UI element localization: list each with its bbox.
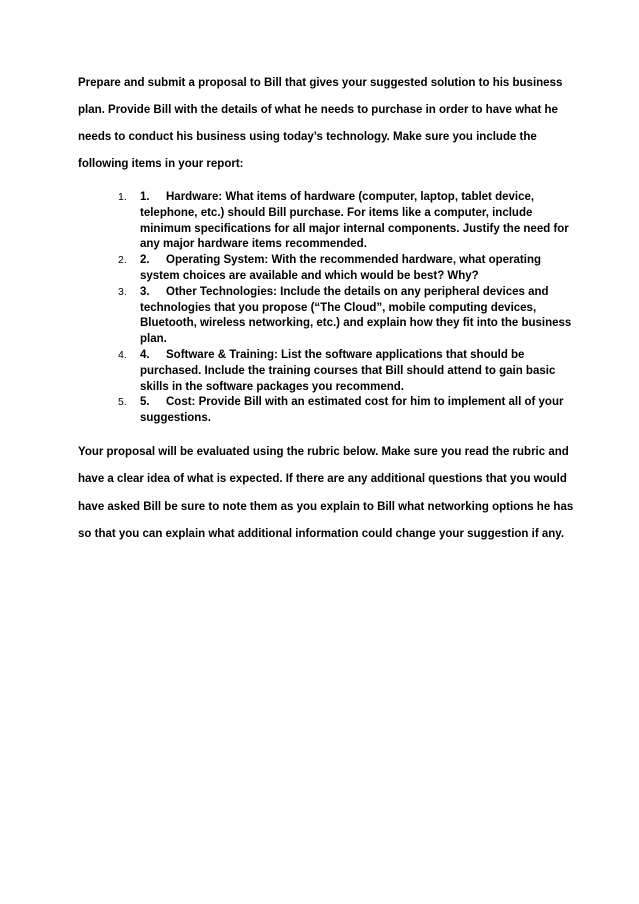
list-marker: 5. — [118, 396, 127, 409]
list-item-other-technologies — [78, 285, 578, 348]
list-marker: 4. — [118, 348, 127, 361]
item-label: 4. — [140, 348, 150, 361]
requirements-list — [78, 190, 578, 427]
item-label: 3. — [140, 285, 150, 298]
item-text: Software & Training: List the software applications that should be purchased. Include the training courses that Bill should attend to gain basic skills in the software packages you recommend. — [140, 348, 556, 393]
item-text: Hardware: What items of hardware (computer, laptop, tablet device, telephone, etc.) should Bill purchase. For items like a computer, include minimum specifications for all major internal components. Justify the need for any major hardware items recommended. — [140, 191, 569, 251]
outro-paragraph: Your proposal will be evaluated using the rubric below. Make sure you read the rubric and have a clear idea of what is expected. If there are any additional questions that you would have asked Bill be sure to note them as you explain to Bill what networking options he has so that you can explain what additional information could change your suggestion if any. — [78, 445, 574, 541]
item-text: Other Technologies: Include the details on any peripheral devices and technologies that you propose (“The Cloud”, mobile computing devices, Bluetooth, wireless networking, etc.) and explain how they fit into the business plan. — [140, 285, 572, 346]
list-item-hardware — [78, 190, 578, 253]
item-label: 5. — [140, 396, 150, 409]
list-marker: 2. — [118, 254, 127, 267]
list-marker: 1. — [118, 191, 127, 203]
item-label: 1. — [140, 191, 150, 203]
list-marker: 3. — [118, 285, 127, 298]
list-item-software-training — [78, 348, 578, 395]
intro-paragraph: Prepare and submit a proposal to Bill that gives your suggested solution to his business plan. Provide Bill with the details of what he needs to purchase in order to have what he needs to conduct his business using today’s technology. Make sure you include the following items in your report: — [78, 77, 563, 170]
list-item-cost — [78, 395, 578, 427]
document-page — [78, 70, 578, 549]
item-label: 2. — [140, 254, 150, 267]
item-text: Cost: Provide Bill with an estimated cost for him to implement all of your suggestions. — [140, 396, 564, 425]
list-item-operating-system — [78, 253, 578, 285]
item-text: Operating System: With the recommended hardware, what operating system choices are available and which would be best? Why? — [140, 254, 541, 282]
